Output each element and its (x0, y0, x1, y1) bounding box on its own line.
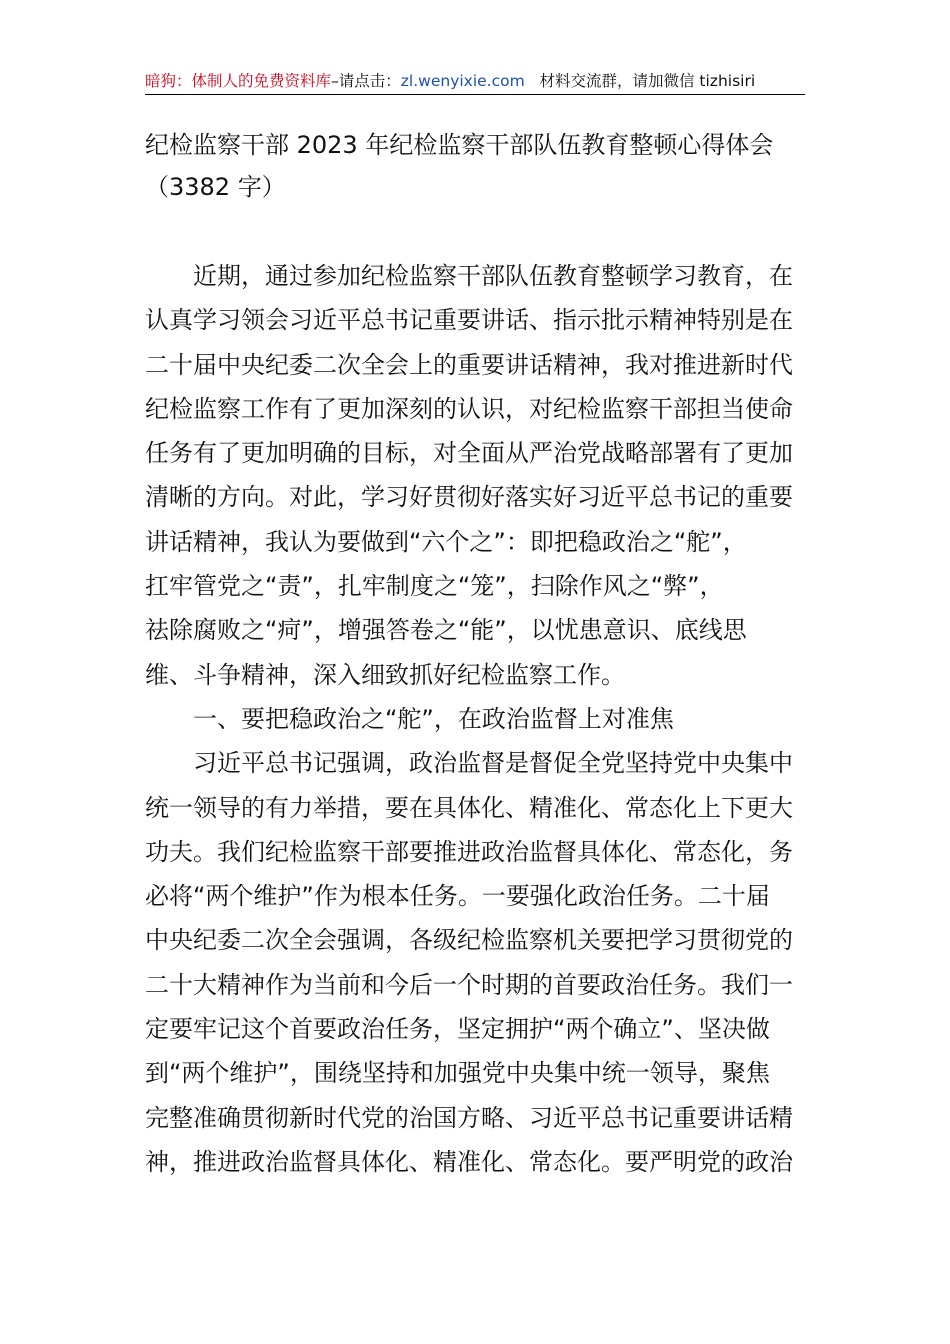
text-line: 任务有了更加明确的目标，对全面从严治党战略部署有了更加 (145, 439, 793, 468)
text-line: 神，推进政治监督具体化、精准化、常态化。要严明党的政治 (145, 1147, 793, 1176)
header-prompt: –请点击： (331, 72, 401, 90)
text-line: 必将“两个维护”作为根本任务。一要强化政治任务。二十届 (145, 882, 770, 911)
text-line: 扛牢管党之“责”，扎牢制度之“笼”，扫除作风之“弊”， (145, 572, 724, 601)
header-divider (145, 94, 805, 95)
text-line: 定要牢记这个首要政治任务，坚定拥护“两个确立”、坚决做 (145, 1015, 770, 1044)
header-brand: 暗狗：体制人的免费资料库 (145, 72, 332, 90)
header-contact-text: 材料交流群，请加微信 tizhisiri (539, 72, 756, 90)
text-line: 认真学习领会习近平总书记重要讲话、指示批示精神特别是在 (145, 306, 793, 335)
text-line: 统一领导的有力举措，要在具体化、精准化、常态化上下更大 (145, 793, 793, 822)
text-line: 习近平总书记强调，政治监督是督促全党坚持党中央集中 (193, 749, 793, 778)
text-line: 二十届中央纪委二次全会上的重要讲话精神，我对推进新时代 (145, 350, 793, 379)
title-line-2: （3382 字） (145, 173, 286, 201)
text-line: 二十大精神作为当前和今后一个时期的首要政治任务。我们一 (145, 970, 793, 999)
text-line: 完整准确贯彻新时代党的治国方略、习近平总书记重要讲话精 (145, 1103, 793, 1132)
text-line: 纪检监察工作有了更加深刻的认识，对纪检监察干部担当使命 (145, 394, 793, 423)
document-body (145, 254, 810, 1184)
section-heading: 一、要把稳政治之“舵”，在政治监督上对准焦 (193, 704, 674, 733)
text-line: 到“两个维护”，围绕坚持和加强党中央集中统一领导，聚焦 (145, 1059, 770, 1088)
header-link[interactable]: zl.wenyixie.com (400, 72, 525, 90)
text-line: 功夫。我们纪检监察干部要推进政治监督具体化、常态化，务 (145, 837, 793, 866)
header-contact (525, 72, 755, 90)
text-line: 清晰的方向。对此，学习好贯彻好落实好习近平总书记的重要 (145, 483, 793, 512)
text-line: 近期，通过参加纪检监察干部队伍教育整顿学习教育，在 (193, 262, 793, 290)
page-header (145, 68, 805, 94)
text-line: 祛除腐败之“疴”，增强答卷之“能”，以忧患意识、底线思 (145, 616, 747, 645)
text-line: 维、斗争精神，深入细致抓好纪检监察工作。 (145, 660, 625, 689)
text-line: 讲话精神，我认为要做到“六个之”：即把稳政治之“舵”， (145, 527, 747, 556)
text-line: 中央纪委二次全会强调，各级纪检监察机关要把学习贯彻党的 (145, 926, 793, 955)
document-title (145, 124, 810, 208)
title-line-1: 纪检监察干部 2023 年纪检监察干部队伍教育整顿心得体会 (145, 131, 774, 159)
